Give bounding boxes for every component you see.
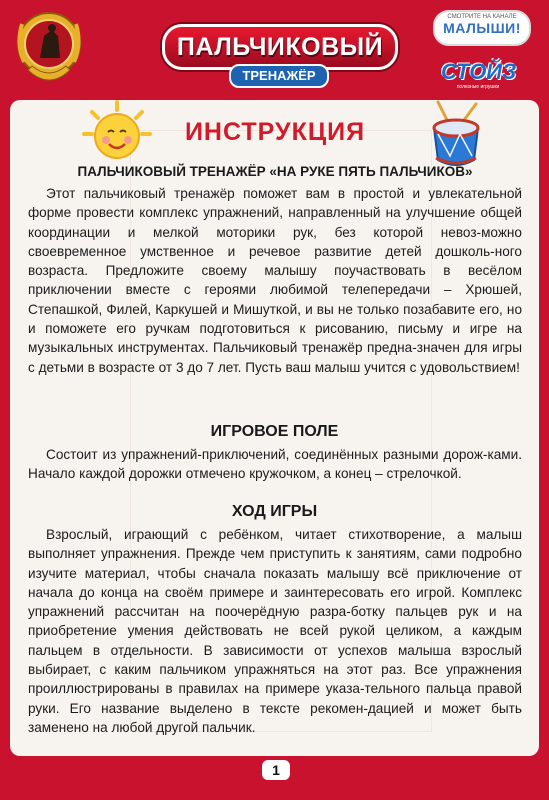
- page-number: 1: [262, 760, 290, 780]
- brand-logo-caption: полезные игрушки: [456, 84, 500, 90]
- channel-logo-caption: СМОТРИТЕ НА КАНАЛЕ: [447, 14, 517, 20]
- instruction-page: [10, 100, 539, 756]
- section-text-game-field: Состоит из упражнений-приключений, соединённых разными дорож-ками. Начало каждой дорожки отмечено кружочком, а конец – стрелочкой.: [28, 447, 522, 482]
- medal-emblem-icon: [14, 6, 84, 90]
- intro-paragraph: Этот пальчиковый тренажёр поможет вам в простой и увлекательной форме провести комплекс упражнений, направленный на улучшение общей координации и мелкой моторики рук, без которой невоз-можно своевременное умственное и речевое развитие детей дошколь-ного возраста. Предложите своему малышу поучаствовать в весёлом приключении вместе с героями любимой телепередачи – Хрюшей, Степашкой, Филей, Каркушей и Мишуткой, и вы не только позабавите его, но и поможете его ручкам подготовиться к рисованию, письму и игре на музыкальных инструментах. Пальчиковый тренажёр предна-значен для игры с детьми в возрасте от 3 до 7 лет. Пусть ваш малыш учится с удовольствием!: [28, 186, 522, 375]
- brand-title: ПАЛЬЧИКОВЫЙ: [162, 24, 398, 70]
- brand-logo-name: СТОЙЗ: [441, 59, 517, 84]
- section-heading-game-field: ИГРОВОЕ ПОЛЕ: [210, 423, 339, 440]
- section-text-gameplay: Взрослый, играющий с ребёнком, читает стихотворение, а малыш выполняет упражнения. Прежде чем приступить к занятиям, сами подробно изучите материал, чтобы сначала показать малышу всё приключение от начала до конца на своём примере и заинтересовать его игрой. Комплекс упражнений рассчитан на поочерёдную разра-ботку пальцев рук и на приобретение умения действовать не всей рукой целиком, а каждым пальцем в отдельности. В зависимости от успехов малыша взрослый выбирает, с каким пальчиком упражняться на этот раз. Все упражнения проиллюстрированы в правилах на примере указа-тельного пальца правой руки. Его название выделено в тексте рекомен-дацией и может быть заменено на любой другой пальчик.: [28, 527, 522, 735]
- header: [0, 0, 549, 105]
- drum-icon: [420, 100, 490, 170]
- brand-logo-stoyz: [441, 60, 515, 92]
- section-heading-gameplay: ХОД ИГРЫ: [231, 503, 318, 520]
- sun-icon: [82, 100, 152, 162]
- instruction-title: ИНСТРУКЦИЯ: [184, 118, 366, 146]
- channel-logo-name: МАЛЫШИ!: [443, 20, 521, 36]
- instruction-subtitle: ПАЛЬЧИКОВЫЙ ТРЕНАЖЁР «НА РУКЕ ПЯТЬ ПАЛЬЧИКОВ»: [77, 164, 473, 179]
- channel-logo: [433, 10, 531, 46]
- brand-subtitle: ТРЕНАЖЁР: [229, 64, 329, 88]
